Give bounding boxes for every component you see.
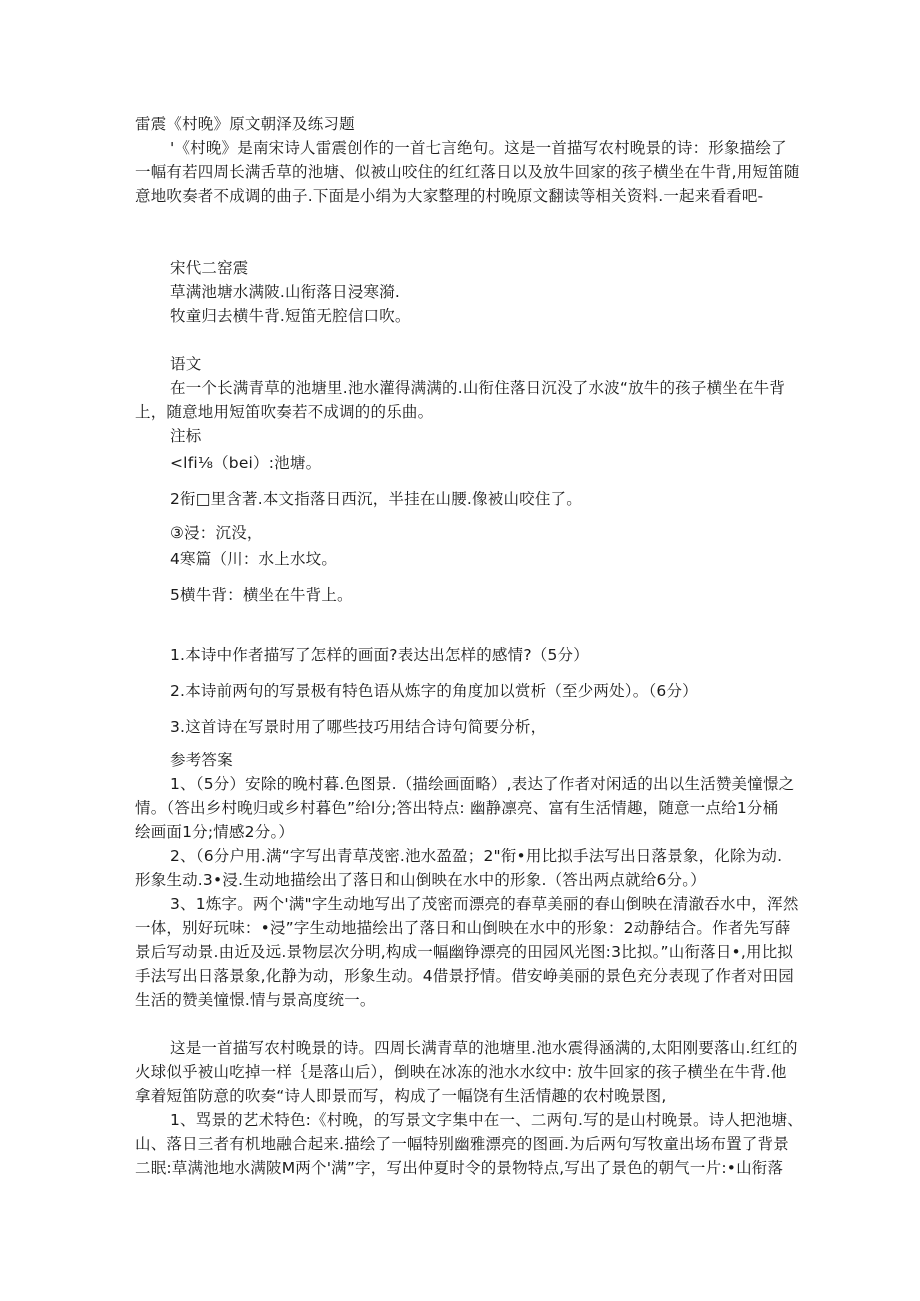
answer-line: 2、（6分户用.满“字写出青草茂密.池水盈盈；2"衔•用比拟手法写出日落景象，化除为动.	[170, 847, 783, 865]
note-item: ③浸：沉没，	[170, 524, 263, 542]
intro-line: 一幅有若四周长满舌草的池塘、似被山咬住的红红落日以及放牛回家的孩子横坐在牛背,用短笛随	[135, 163, 800, 181]
document-title: 雷震《村晚》原文朝泽及练习题	[135, 115, 355, 133]
answer-line: 1、（5分）安除的晚村暮.色图景.（描绘画面略）,表达了作者对闲适的出以生活赞美憧憬之	[170, 775, 795, 793]
intro-line: '《村晚》是南宋诗人雷震创作的一首七言绝句。这是一首描写农村晚景的诗：形象描绘了	[170, 139, 787, 157]
answer-line: 绘画面1分;情感2分。）	[135, 823, 295, 841]
answer-line: 景后写动景.由近及远.景物层次分明,构成一幅幽铮漂亮的田园风光图:3比拟。”山衔落日•,用比拟	[135, 943, 794, 961]
analysis-line: 这是一首描写农村晚景的诗。四周长满青草的池塘里.池水震得涵满的,太阳刚要落山.红红的	[170, 1039, 798, 1057]
answers-heading: 参考答案	[170, 751, 233, 769]
answer-line: 一体，别好玩味：•浸”字生动地描绘出了落日和山倒映在水中的形象：2动静结合。作者先写薛	[135, 919, 791, 937]
notes-heading: 注标	[170, 427, 202, 445]
analysis-line: 拿着短笛防意的吹奏“诗人即景而写，构成了一幅饶有生活情趣的农村晚景图,	[135, 1087, 667, 1105]
translation-line: 在一个长满青草的池塘里.池水灌得满满的.山衔住落日沉没了水波“放牛的孩子横坐在牛背	[170, 379, 786, 397]
note-item: 2衔□里含著.本文指落日西沉，半挂在山腰.像被山咬住了。	[170, 490, 582, 508]
note-item: <lfi⅛（bei）:池塘。	[170, 454, 322, 472]
translation-line: 上，随意地用短笛吹奏若不成调的的乐曲。	[135, 403, 434, 421]
intro-line: 意地吹奏者不成调的曲子.下面是小绢为大家整理的村晚原文翻读等相关资料.一起来看看吧-	[135, 187, 764, 205]
poem-line: 草满池塘水满陂.山衔落日浸寒漪.	[170, 283, 401, 301]
question-item: 1.本诗中作者描写了怎样的画面?表达出怎样的感情?（5分）	[170, 646, 589, 664]
answer-line: 手法写出日落景象,化静为动，形象生动。4借景抒情。借安峥美丽的景色充分表现了作者对田园	[135, 967, 794, 985]
question-item: 2.本诗前两句的写景极有特色语从炼字的角度加以赏析（至少两处）。（6分）	[170, 682, 698, 700]
analysis-line: 1、骂景的艺术特色:《村晚，的写景文字集中在一、二两句.写的是山村晚景。诗人把池塘、	[170, 1111, 803, 1129]
question-item: 3.这首诗在写景时用了哪些技巧用结合诗句简要分析，	[170, 718, 547, 736]
translation-heading: 语文	[170, 355, 202, 373]
analysis-line: 二眠:草满池地水满陂M两个'满”字，写出仲夏时令的景物特点,写出了景色的朝气一片:•山衔落	[135, 1159, 784, 1177]
note-item: 5横牛背：横坐在牛背上。	[170, 586, 353, 604]
note-item: 4寒篇（川：水上水坟。	[170, 550, 338, 568]
answer-line: 3、1炼字。两个'满"字生动地写出了茂密而漂亮的春草美丽的春山倒映在清澈吞水中，浑然	[170, 895, 799, 913]
answer-line: 形象生动.3•浸.生动地描绘出了落日和山倒映在水中的形象.（答出两点就给6分。）	[135, 871, 706, 889]
poem-author: 宋代二窑震	[170, 259, 249, 277]
answer-line: 生活的赞美憧憬.情与景高度统一。	[135, 991, 376, 1009]
analysis-line: 山、落日三者有机地融合起来.描绘了一幅特别幽雅漂亮的图画.为后两句写牧童出场布置了背景	[135, 1135, 789, 1153]
analysis-line: 火球似乎被山吃掉一样｛是落山后），倒映在冰冻的池水水纹中: 放牛回家的孩子横坐在牛背.他	[135, 1063, 787, 1081]
poem-line: 牧童归去横牛背.短笛无腔信口吹。	[170, 307, 411, 325]
answer-line: 情。（答出乡村晚归或乡村暮色”给l分;答出特点: 幽静凛亮、富有生活情趣，随意一点给1分桶	[135, 799, 779, 817]
